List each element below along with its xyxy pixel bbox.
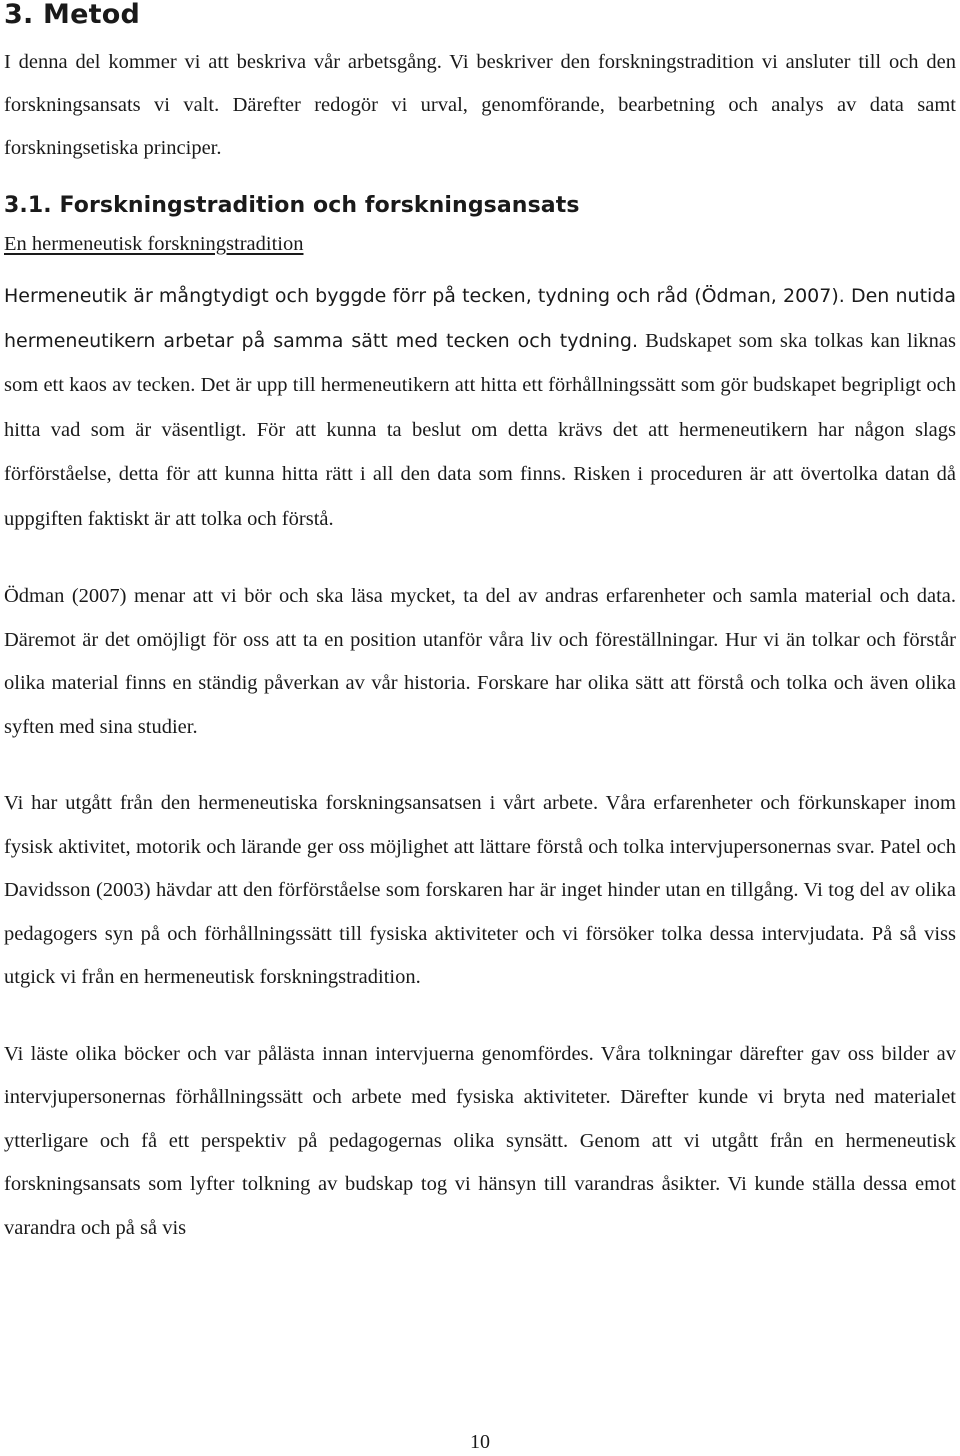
section-title: 3.1. Forskningstradition och forskningsansats — [4, 193, 580, 218]
body-paragraph-4: Vi läste olika böcker och var pålästa innan intervjuerna genomfördes. Våra tolkningar därefter gav oss bilder av intervjupersonernas förhållningssätt och arbete med fysiska aktiviteter. Därefter kunde vi bryta ned materialet ytterligare och få ett perspektiv på pedagogernas olika synsätt. Genom att vi utgått från en hermeneutisk forskningsansats som lyfter tolkning av budskap tog vi hänsyn till varandras åsikter. Vi kunde ställa dessa emot varandra och på så vis — [4, 1042, 956, 1239]
body-paragraph-1-serif-part: Budskapet som ska tolkas kan liknas som ett kaos av tecken. Det är upp till hermeneutikern att hitta ett förhållningssätt som gör budskapet begripligt och hitta vad som är väsentligt. För att kunna ta beslut om detta krävs det att hermeneutikern har någon slags förförståelse, detta för att kunna hitta rätt i all den data som finns. Risken i proceduren är att övertolka datan då uppgiften faktiskt är att tolka och förstå. — [4, 329, 956, 530]
page-number: 10 — [470, 1431, 490, 1453]
body-paragraph-1 — [4, 275, 956, 542]
document-page — [4, 0, 956, 1250]
body-paragraph-3: Vi har utgått från den hermeneutiska forskningsansatsen i vårt arbete. Våra erfarenheter och förkunskaper inom fysisk aktivitet, motorik och lärande ger oss möjlighet att lättare förstå och tolka intervjupersonernas svar. Patel och Davidsson (2003) hävdar att den förförståelse som forskaren har är inget hinder utan en tillgång. Vi tog del av olika pedagogers syn på och förhållningssätt till fysiska aktiviteter och vi försöker tolka dessa intervjudata. På så viss utgick vi från en hermeneutisk forskningstradition. — [4, 792, 956, 988]
section-subheading: En hermeneutisk forskningstradition — [4, 233, 304, 255]
body-paragraph-1-sans-part: Hermeneutik är mångtydigt och byggde förr på tecken, tydning och råd (Ödman, 2007). Den nutida hermeneutikern arbetar på samma sätt med tecken och tydning. — [4, 285, 956, 352]
body-paragraph-2: Ödman (2007) menar att vi bör och ska läsa mycket, ta del av andras erfarenheter och samla material och data. Däremot är det omöjligt för oss att ta en position utanför våra liv och föreställningar. Hur vi än tolkar och förstår olika material finns en ständig påverkan av vår historia. Forskare har olika sätt att förstå och tolka och även olika syften med sina studier. — [4, 585, 956, 738]
intro-paragraph: I denna del kommer vi att beskriva vår arbetsgång. Vi beskriver den forskningstradition vi ansluter till och den forskningsansats vi valt. Därefter redogör vi urval, genomförande, bearbetning och analys av data samt forskningsetiska principer. — [4, 51, 956, 159]
chapter-heading: 3. Metod — [4, 0, 141, 30]
